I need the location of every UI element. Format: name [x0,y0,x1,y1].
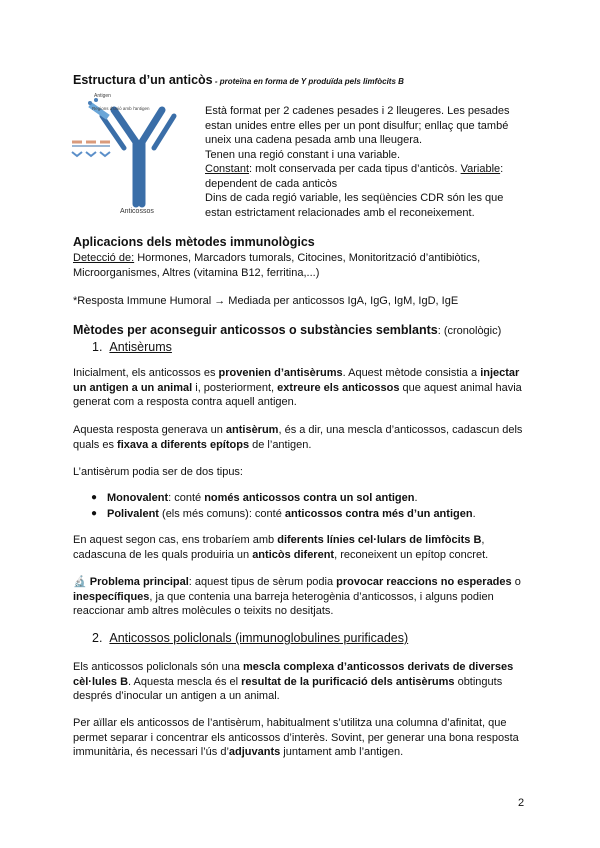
text-line: estan estrictament relacionades amb el reconeixement. [205,206,475,219]
text-line: dependent de cada anticòs [205,177,338,190]
text-line: Dins de cada regió variable, les seqüències CDR són les que [205,192,504,204]
applications-detection: Detecció de: Hormones, Marcadors tumorals, Citocines, Monitorització d’antibiòtics, Microorganismes, Altres (vitamina B12, ferritina,...) [73,252,481,279]
bullet-icon: ● [91,492,98,503]
page-subtitle: - proteïna en forma de Y produïda pels limfòcits B [212,77,404,86]
text-line: Està format per 2 cadenes pesades i 2 lleugeres. Les pesades [205,105,510,117]
paragraph-2: Aquesta resposta generava un antisèrum, és a dir, una mescla d’anticossos, cadascun dels quals es fixava a diferents epítops de l’antigen. [73,424,523,451]
variable-label: Variable [460,163,501,175]
method-item-1: 1. Antisèrums [92,340,172,354]
page-number: 2 [518,797,525,809]
paragraph-3: L’antisèrum podia ser de dos tipus: [73,466,243,478]
detection-label: Detecció de: [73,252,135,264]
figure-label-binding: Regions d'unió amb l'antigen [92,106,150,111]
paragraph-5-problem: 🔬 Problema principal: aquest tipus de sèrum podia provocar reaccions no esperades o inespecífiques, ja que contenia una barreja heterogènia d’anticossos, i alguns podien reaccionar amb altres molècules o teixits no desitjats. [73,576,521,617]
applications-heading: Aplicacions dels mètodes immunològics [73,235,315,249]
antibody-figure [66,94,196,218]
paragraph-1: Inicialment, els anticossos es provenien d’antisèrums. Aquest mètode consistia a injectar un antigen a un animal i, posteriorment, extreure els anticossos que aquest animal havia generat com a resposta contra aquell antigen. [73,367,522,408]
constant-label: Constant [205,163,250,175]
bullet-item-1: Monovalent: conté només anticossos contra un sol antigen. [107,492,418,504]
methods-heading: Mètodes per aconseguir anticossos o substàncies semblants: (cronològic) [73,323,502,337]
paragraph-6: Els anticossos policlonals són una mescla complexa d’anticossos derivats de diverses cèl·lules B. Aquesta mescla és el resultat de la purificació dels antisèrums obtinguts després d’inocular un antigen a un animal. [73,661,514,702]
microscope-icon: 🔬 [73,576,87,588]
paragraph-4: En aquest segon cas, ens trobaríem amb diferents línies cel·lulars de limfòcits B, cadascuna de les quals produiria un anticòs diferent, reconeixent un epítop concret. [73,534,489,561]
text-line: estan unides entre elles per un pont disulfur; enllaç que també [205,119,509,132]
constant-variable-line: Constant: molt conservada per cada tipus d’anticòs. Variable: [205,163,504,175]
antibody-diagram [66,94,196,218]
page-title: Estructura d’un anticòs - proteïna en forma de Y produïda pels limfòcits B [73,73,404,87]
text-line: Tenen una regió constant i una variable. [205,148,401,161]
bullet-item-2: Polivalent (els més comuns): conté anticossos contra més d’un antigen. [107,508,476,520]
immune-response-note: *Resposta Immune Humoral → Mediada per anticossos IgA, IgG, IgM, IgD, IgE [73,295,459,307]
text-line: uneix una cadena pesada amb una lleugera. [205,134,423,146]
figure-caption: Anticossos [120,208,154,215]
method-item-2: 2. Anticossos policlonals (immunoglobulines purificades) [92,631,409,645]
paragraph-7: Per aïllar els anticossos de l’antisèrum, habitualment s’utilitza una columna d’afinitat, que permet separar i concentrar els anticossos d’interès. Sovint, per generar una bona resposta immunitària, és necessari l’ús d’adjuvants juntament amb l’antigen. [73,717,519,758]
figure-label-antigen: Antigen [94,93,111,99]
bullet-icon: ● [91,508,98,519]
structure-description [205,104,535,220]
